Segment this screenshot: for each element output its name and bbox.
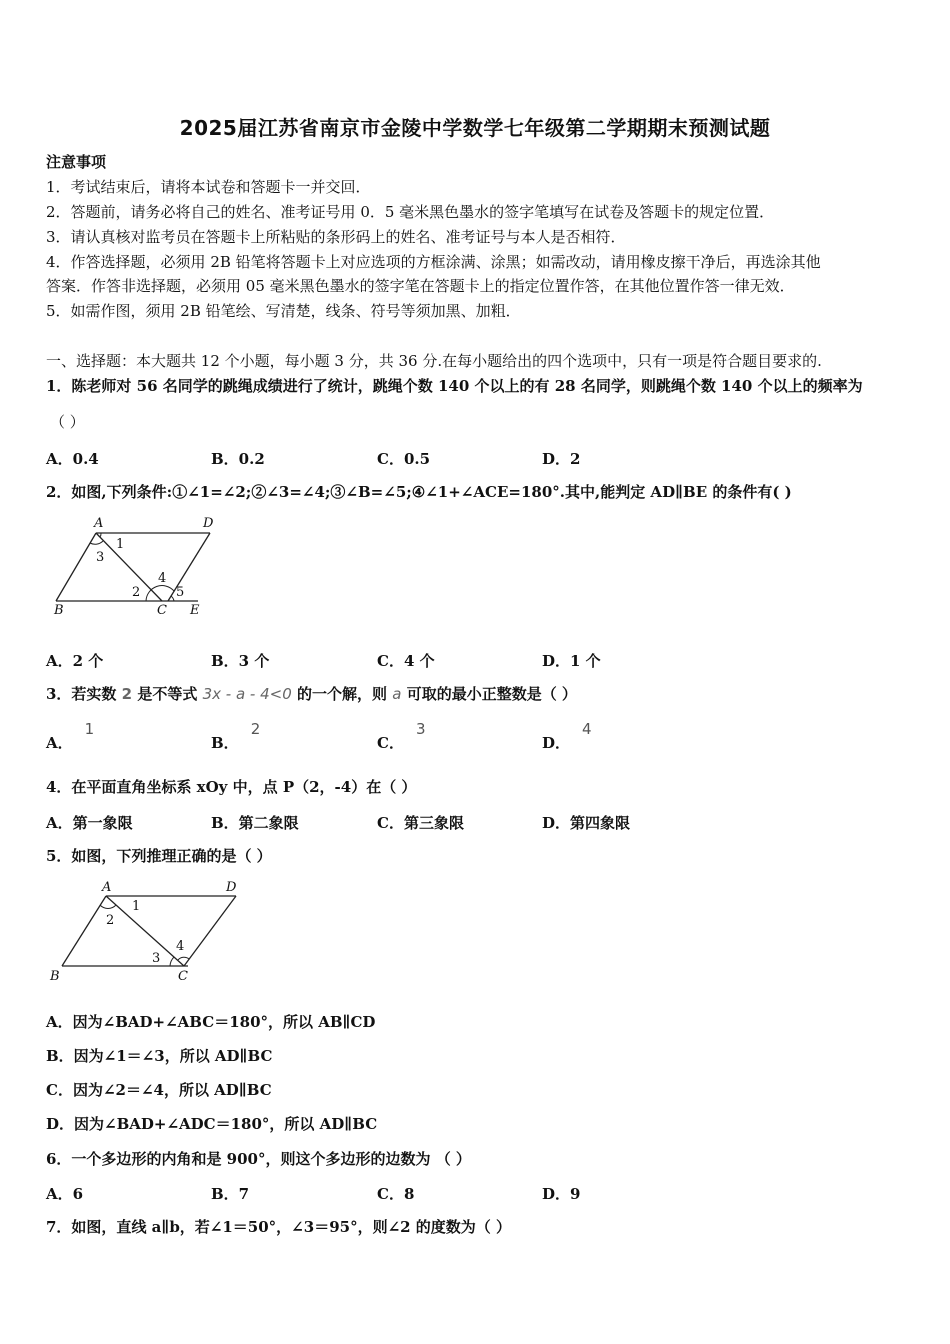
question-1-options xyxy=(46,448,906,470)
option-c[interactable]: C．第三象限 xyxy=(377,814,464,832)
angle-4-label: 4 xyxy=(176,939,185,954)
option-c[interactable] xyxy=(377,720,426,753)
label-a: A xyxy=(94,516,104,531)
option-b[interactable]: B．0.2 xyxy=(211,450,265,468)
notice-item: 4．作答选择题，必须用 2B 铅笔将答题卡上对应选项的方框涂满、涂黑；如需改动，请用橡皮擦干净后，再选涂其他 xyxy=(46,253,821,271)
label-c: C xyxy=(178,969,188,984)
question-6-options xyxy=(46,1183,906,1205)
angle-5-label: 5 xyxy=(176,585,185,600)
option-b[interactable]: B．3 个 xyxy=(211,652,270,670)
question-1-stem: 1．陈老师对 56 名同学的跳绳成绩进行了统计，跳绳个数 140 个以上的有 28 名同学，则跳绳个数 140 个以上的频率为 xyxy=(46,377,863,395)
question-6-stem: 6．一个多边形的内角和是 900°，则这个多边形的边数为 （ ） xyxy=(46,1150,471,1168)
option-value: 4 xyxy=(582,720,592,738)
option-d[interactable] xyxy=(542,720,592,753)
question-3-text: 可取的最小正整数是（ ） xyxy=(406,685,577,703)
option-b[interactable] xyxy=(211,720,261,753)
angle-1-label: 1 xyxy=(116,537,125,552)
question-3-options xyxy=(46,720,906,754)
option-value: 1 xyxy=(84,720,95,738)
label-b: B xyxy=(54,603,64,618)
option-c[interactable]: C．4 个 xyxy=(377,652,435,670)
angle-3-label: 3 xyxy=(96,550,105,565)
label-d: D xyxy=(203,516,214,531)
angle-4-label: 4 xyxy=(158,571,167,586)
notice-item: 1．考试结束后，请将本试卷和答题卡一并交回． xyxy=(46,178,371,196)
angle-3-label: 3 xyxy=(152,951,161,966)
question-2-stem: 2．如图,下列条件:①∠1=∠2;②∠3=∠4;③∠B=∠5;④∠1+∠ACE=180°.其中,能判定 AD∥BE 的条件有( ) xyxy=(46,483,792,501)
option-label: C． xyxy=(377,734,404,752)
option-a[interactable] xyxy=(46,720,95,753)
option-a[interactable]: A．6 xyxy=(46,1185,84,1203)
option-a[interactable]: A．2 个 xyxy=(46,652,104,670)
question-1-paren: （ ） xyxy=(50,413,85,431)
question-5-option-a[interactable]: A．因为∠BAD+∠ABC＝180°，所以 AB∥CD xyxy=(46,1013,376,1031)
section-heading: 一、选择题：本大题共 12 个小题，每小题 3 分，共 36 分.在每小题给出的四个选项中，只有一项是符合题目要求的. xyxy=(46,352,822,370)
option-d[interactable]: D．第四象限 xyxy=(542,814,631,832)
label-b: B xyxy=(50,969,60,984)
question-5-option-d[interactable]: D．因为∠BAD+∠ADC＝180°，所以 AD∥BC xyxy=(46,1115,378,1133)
question-3-variable: a xyxy=(392,685,402,703)
option-d[interactable]: D．9 xyxy=(542,1185,581,1203)
notice-item: 3．请认真核对监考员在答题卡上所粘贴的条形码上的姓名、准考证号与本人是否相符． xyxy=(46,228,626,246)
question-4-options xyxy=(46,812,906,834)
question-5-figure xyxy=(46,876,256,988)
question-3-number: 2 xyxy=(121,685,133,703)
question-5-option-b[interactable]: B．因为∠1＝∠3，所以 AD∥BC xyxy=(46,1047,273,1065)
question-2-options xyxy=(46,650,906,672)
option-b[interactable]: B．7 xyxy=(211,1185,250,1203)
question-4-stem: 4．在平面直角坐标系 xOy 中，点 P（2，-4）在（ ） xyxy=(46,778,417,796)
question-3-stem xyxy=(46,684,577,704)
option-a[interactable]: A．0.4 xyxy=(46,450,99,468)
label-d: D xyxy=(226,880,237,895)
question-5-option-c[interactable]: C．因为∠2＝∠4，所以 AD∥BC xyxy=(46,1081,272,1099)
question-3-inequality: 3x - a - 4<0 xyxy=(202,685,292,703)
option-a[interactable]: A．第一象限 xyxy=(46,814,133,832)
option-label: D． xyxy=(542,734,571,752)
notice-item: 2．答题前，请务必将自己的姓名、准考证号用 0．5 毫米黑色墨水的签字笔填写在试卷及答题卡的规定位置． xyxy=(46,203,775,221)
notice-heading: 注意事项 xyxy=(46,153,107,171)
angle-2-label: 2 xyxy=(132,585,141,600)
option-label: B． xyxy=(211,734,239,752)
notice-item: 5．如需作图，须用 2B 铅笔绘、写清楚，线条、符号等须加黑、加粗． xyxy=(46,302,521,320)
question-3-text: 是不等式 xyxy=(137,685,198,703)
question-3-text: 3．若实数 xyxy=(46,685,117,703)
option-c[interactable]: C．0.5 xyxy=(377,450,431,468)
question-5-stem: 5．如图，下列推理正确的是（ ） xyxy=(46,847,272,865)
option-d[interactable]: D．2 xyxy=(542,450,581,468)
option-d[interactable]: D．1 个 xyxy=(542,652,601,670)
notice-item: 答案．作答非选择题，必须用 05 毫米黑色墨水的签字笔在答题卡上的指定位置作答，在其他位置作答一律无效． xyxy=(46,277,795,295)
option-label: A． xyxy=(46,734,73,752)
option-value: 2 xyxy=(250,720,261,738)
option-value: 3 xyxy=(415,720,426,738)
angle-1-label: 1 xyxy=(132,899,141,914)
label-a: A xyxy=(102,880,112,895)
option-c[interactable]: C．8 xyxy=(377,1185,415,1203)
angle-2-label: 2 xyxy=(106,913,115,928)
option-b[interactable]: B．第二象限 xyxy=(211,814,299,832)
question-7-stem: 7．如图，直线 a∥b，若∠1＝50°，∠3＝95°，则∠2 的度数为（ ） xyxy=(46,1218,512,1236)
question-2-figure xyxy=(46,512,216,622)
label-e: E xyxy=(190,603,200,618)
question-3-text: 的一个解，则 xyxy=(297,685,388,703)
page-title: 2025届江苏省南京市金陵中学数学七年级第二学期期末预测试题 xyxy=(179,116,771,140)
label-c: C xyxy=(157,603,167,618)
